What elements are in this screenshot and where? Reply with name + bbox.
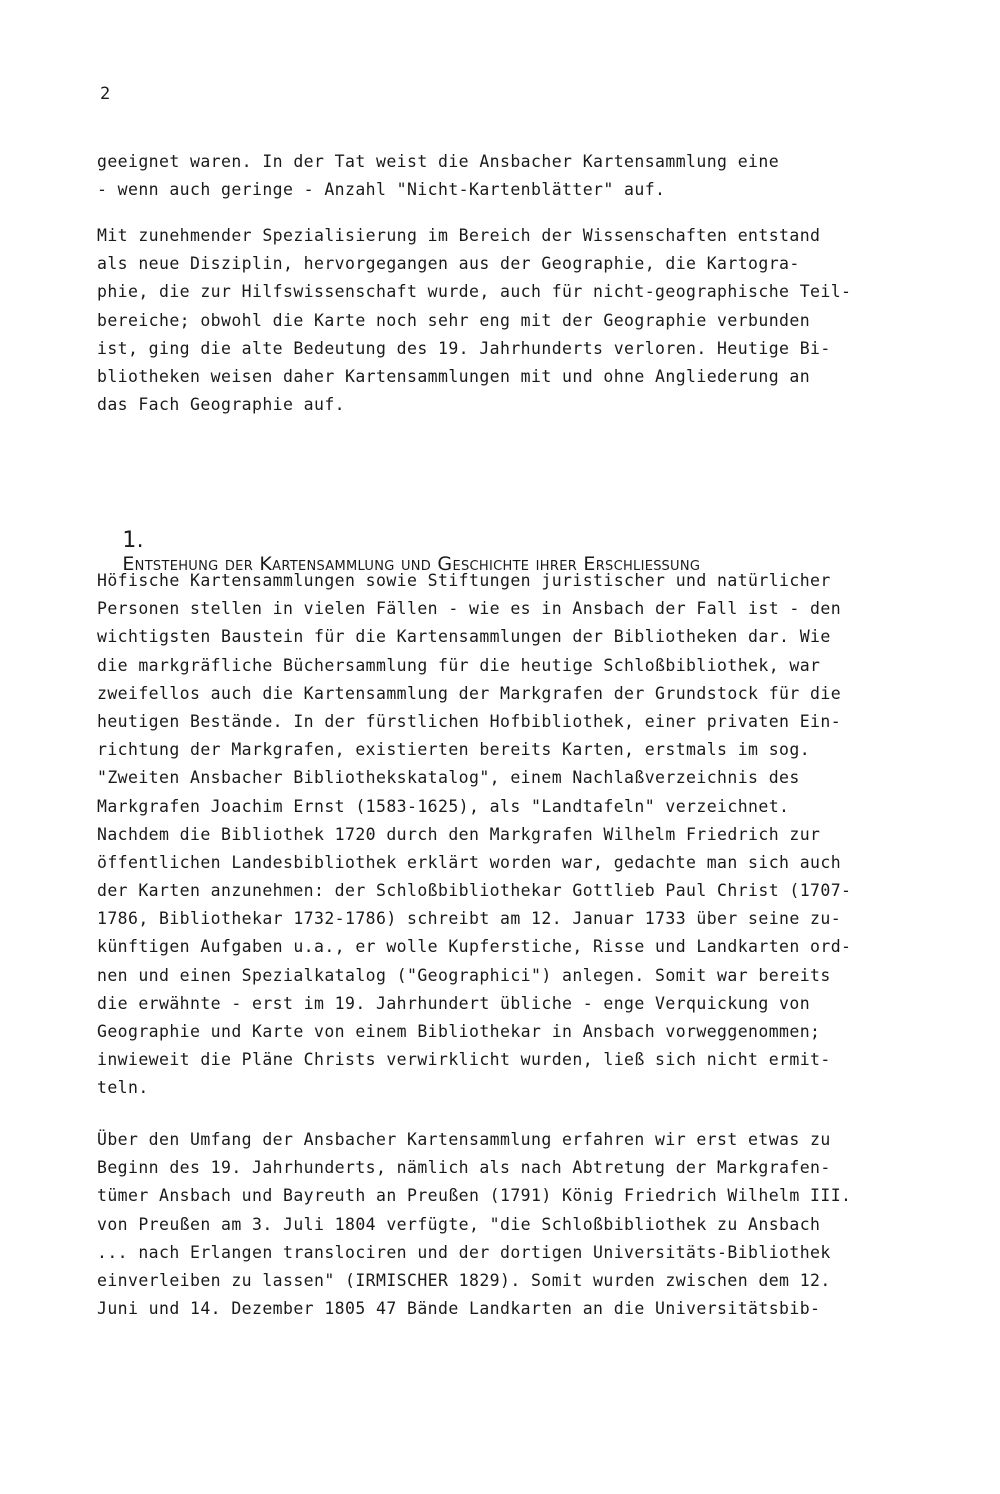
text-line: Nachdem die Bibliothek 1720 durch den Markgrafen Wilhelm Friedrich zur bbox=[97, 824, 821, 844]
text-line: Markgrafen Joachim Ernst (1583-1625), als "Landtafeln" verzeichnet. bbox=[97, 796, 790, 816]
text-line: inwieweit die Pläne Christs verwirklicht wurden, ließ sich nicht ermit- bbox=[97, 1050, 831, 1070]
text-line: Personen stellen in vielen Fällen - wie es in Ansbach der Fall ist - den bbox=[97, 599, 842, 619]
text-line: bliotheken weisen daher Kartensammlungen mit und ohne Angliederung an bbox=[97, 366, 811, 386]
text-line: "Zweiten Ansbacher Bibliothekskatalog", einem Nachlaßverzeichnis des bbox=[97, 768, 800, 788]
text-line: Über den Umfang der Ansbacher Kartensammlung erfahren wir erst etwas zu bbox=[97, 1130, 831, 1149]
text-line: das Fach Geographie auf. bbox=[97, 395, 346, 415]
text-line: 1786, Bibliothekar 1732-1786) schreibt am 12. Januar 1733 über seine zu- bbox=[97, 909, 842, 929]
text-line: Beginn des 19. Jahrhunderts, nämlich als nach Abtretung der Markgrafen- bbox=[97, 1158, 831, 1178]
text-line: öffentlichen Landesbibliothek erklärt worden war, gedachte man sich auch bbox=[97, 852, 842, 872]
text-line: Geographie und Karte von einem Bibliothekar in Ansbach vorweggenommen; bbox=[97, 1022, 821, 1041]
section-title: Entstehung der Kartensammlung und Geschichte ihrer Erschließung bbox=[122, 553, 701, 575]
text-line: tümer Ansbach und Bayreuth an Preußen (1791) König Friedrich Wilhelm III. bbox=[97, 1186, 852, 1206]
page-number: 2 bbox=[100, 84, 111, 104]
text-line: bereiche; obwohl die Karte noch sehr eng mit der Geographie verbunden bbox=[97, 310, 811, 330]
text-line: geeignet waren. In der Tat weist die Ansbacher Kartensammlung eine bbox=[97, 152, 780, 171]
text-line: die erwähnte - erst im 19. Jahrhundert übliche - enge Verquickung von bbox=[97, 993, 811, 1013]
section-number: 1. bbox=[122, 528, 144, 553]
text-line: einverleiben zu lassen" (IRMISCHER 1829). Somit wurden zwischen dem 12. bbox=[97, 1270, 831, 1290]
text-line: richtung der Markgrafen, existierten bereits Karten, erstmals im sog. bbox=[97, 740, 811, 760]
text-line: ... nach Erlangen translociren und der dortigen Universitäts-Bibliothek bbox=[97, 1242, 831, 1262]
paragraph-court-collections bbox=[97, 567, 927, 1103]
text-line: Juni und 14. Dezember 1805 47 Bände Landkarten an die Universitätsbib- bbox=[97, 1299, 821, 1319]
text-line: - wenn auch geringe - Anzahl "Nicht-Kartenblätter" auf. bbox=[97, 180, 666, 200]
text-line: von Preußen am 3. Juli 1804 verfügte, "die Schloßbibliothek zu Ansbach bbox=[97, 1214, 821, 1234]
text-line: die markgräfliche Büchersammlung für die heutige Schloßbibliothek, war bbox=[97, 655, 821, 675]
text-line: künftigen Aufgaben u.a., er wolle Kupferstiche, Risse und Landkarten ord- bbox=[97, 937, 852, 957]
text-line: Mit zunehmender Spezialisierung im Bereich der Wissenschaften entstand bbox=[97, 226, 821, 245]
paragraph-intro-continuation bbox=[97, 148, 927, 204]
text-line: als neue Disziplin, hervorgegangen aus der Geographie, die Kartogra- bbox=[97, 254, 800, 274]
text-line: heutigen Bestände. In der fürstlichen Hofbibliothek, einer privaten Ein- bbox=[97, 711, 842, 731]
text-line: Höfische Kartensammlungen sowie Stiftungen juristischer und natürlicher bbox=[97, 571, 831, 590]
text-line: phie, die zur Hilfswissenschaft wurde, auch für nicht-geographische Teil- bbox=[97, 282, 852, 302]
text-line: wichtigsten Baustein für die Kartensammlungen der Bibliotheken dar. Wie bbox=[97, 627, 831, 647]
text-line: ist, ging die alte Bedeutung des 19. Jahrhunderts verloren. Heutige Bi- bbox=[97, 338, 831, 358]
text-line: der Karten anzunehmen: der Schloßbibliothekar Gottlieb Paul Christ (1707- bbox=[97, 881, 852, 901]
paragraph-specialization bbox=[97, 222, 927, 419]
paragraph-extent bbox=[97, 1126, 927, 1323]
text-line: nen und einen Spezialkatalog ("Geographici") anlegen. Somit war bereits bbox=[97, 965, 831, 985]
text-line: teln. bbox=[97, 1078, 149, 1098]
text-line: zweifellos auch die Kartensammlung der Markgrafen der Grundstock für die bbox=[97, 683, 842, 703]
